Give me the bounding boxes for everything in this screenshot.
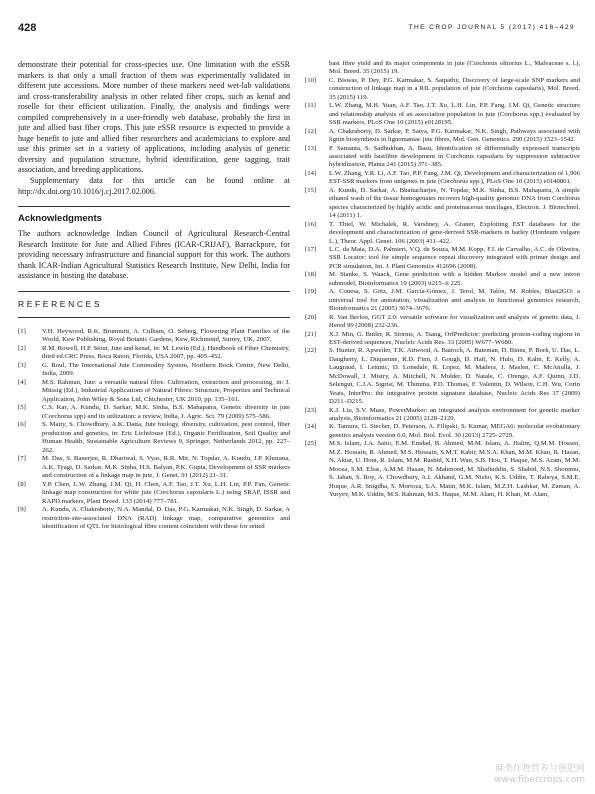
reference-text: G. Roul, The International Jute Commodity System, Northern Book Centre, New Delhi, India, 2009. [42, 361, 290, 378]
reference-item [305, 288, 580, 313]
reference-number: [15] [305, 186, 317, 194]
reference-number: [3] [18, 361, 26, 369]
references-heading: REFERENCES [18, 298, 103, 309]
reference-text: R. Van Berloo, GGT 2.0: versatile software for visualization and analysis of genetic data, J. Hered 99 (2008) 232-236. [329, 313, 580, 330]
reference-number: [6] [18, 421, 26, 429]
reference-item [305, 77, 580, 102]
reference-text: L.W. Zhang, Y.R. Li, A.F. Tao, P.P. Fang, J.M. Qi, Development and characterization of 1,906 EST-SSR markers from unigenes in jute (Corchorus spp.), PLoS One 10 (2015) e0140861. [329, 169, 580, 186]
reference-item [305, 331, 580, 348]
reference-number: [22] [305, 347, 317, 355]
reference-list-left [18, 328, 290, 532]
reference-number: [8] [18, 480, 26, 488]
watermark-line: 麻类作物营养与施肥网 [494, 764, 585, 774]
reference-text: A. Kundu, A. Chakraborty, N.A. Mandal, D. Das, P.G. Karmakar, N.K. Singh, D. Sarkar, A restriction-site-associated DNA (RAD) linkage map, comparative genomics and identification of QTL for histological fibre content coincident with those for retted [42, 506, 290, 531]
reference-item [305, 271, 580, 288]
reference-text: A. Conesa, S. Götz, J.M. García-Gómez, J. Terol, M. Talón, M. Robles, Blast2GO: a universal tool for annotation, visualization and analysis in functional genomics research, Bioinformatics 21 (2005) 3674–3676. [329, 288, 580, 313]
watermark [494, 764, 585, 786]
reference-text: M. Stanke, S. Waack, Gene prediction with a hidden Markov model and a new intron submodel, Bioinformatics 19 (2003) ii215–ii 225. [329, 271, 580, 287]
reference-item [305, 187, 580, 221]
reference-item [305, 145, 580, 170]
reference-text: S. Maity, S. Chowdhury, A.K. Datta, Jute biology, diversity, cultivation, pest control, fiber production and genetics, in: Eric Lichtfouse (Ed.), Organic Fertilization, Soil Quality and Human Health, Sustainable Agriculture Reviews 9, Springer, Netherlands 2012, pp. 227–262. [42, 421, 290, 454]
reference-item [18, 481, 290, 507]
reference-item [305, 246, 580, 271]
reference-item [18, 362, 290, 379]
reference-item [305, 170, 580, 187]
left-column [18, 60, 290, 532]
reference-item [305, 347, 580, 406]
journal-header: THE CROP JOURNAL 5 (2017) 416–429 [408, 24, 575, 31]
reference-number: [24] [305, 423, 317, 431]
reference-text: T. Thiel, W. Michalek, R. Varshney, A. Graner, Exploiting EST databases for the development and characterization of gene-derived SSR-markers in barley (Hordeum vulgare L.), Theor. Appl. Genet. 106 (2003) 411–422. [329, 220, 580, 245]
reference-item [18, 421, 290, 455]
reference-item [18, 379, 290, 405]
reference-text: L.W. Zhang, M.H. Yuan, A.F. Tao, J.T. Xu, L.H. Lin, P.P. Fang, J.M. Qi, Genetic structure and relationship analysis of an association population in jute (Corchorus spp.) evaluated by SSR markers, PLoS One 10 (2015) e0128195. [329, 102, 580, 127]
reference-text: C.S. Kar, A. Kundu, D. Sarkar, M.K. Sinha, B.S. Mahapatra, Genetic diversity in jute (Corchorus spp) and its utilization: a review, India, J. Agric. Sci. 79 (2009) 575–586. [42, 404, 290, 420]
reference-text: A. Chakraborty, D. Sarkar, P. Satya, P.G. Karmakar, N.K. Singh, Pathways associated with lignin biosynthesis in lignomaniac jute fibres, Mol. Gen. Genomics. 290 (2015) 1523–1542. [329, 127, 580, 144]
reference-list-right [305, 60, 580, 500]
reference-number: [9] [18, 506, 26, 514]
reference-item [305, 314, 580, 331]
reference-text: A. Kundu, D. Sarkar, A. Bhattacharjee, N. Topdar, M.K. Sinha, B.S. Mahapatra, A simple ethanol wash of the tissue homogenates recovers high-quality genomic DNA from Corchorus species characterized by highly acidic and proteinaceous mucilages, Electron. J. Biotechnol. 14 (2011) 1. [329, 186, 580, 220]
reference-number: [1] [18, 327, 26, 335]
reference-number: [21] [305, 330, 317, 338]
reference-text: M. Das, S. Banerjee, R. Dhariwal, S. Vyas, R.R. Mir, N. Topdar, A. Kundu, J.P. Khurana, A.K. Tyagi, D. Sarkar, M.K. Sinha, H.S. Balyan, P.K. Gupta, Development of SSR markers and construction of a linkage map in jute, J. Genet. 91 (2012) 21–31. [42, 455, 290, 480]
reference-item [305, 60, 580, 77]
reference-text: C. Biswas, P. Dey, P.G. Karmakar, S. Satpathy, Discovery of large-scale SNP markers and construction of linkage map in a RIL population of jute (Corchorus capsularis), Mol. Breed. 35 (2015) 119. [329, 76, 580, 101]
reference-number: [20] [305, 313, 317, 321]
reference-item [305, 440, 580, 499]
reference-number: [17] [305, 245, 317, 253]
reference-text: X.J. Min, G. Butler, R. Storms, A. Tsang, OrfPredictor: predicting protein-coding regions in EST-derived sequences, Nucleic Acids Res. 33 (2005) W677–W680. [329, 330, 580, 346]
reference-item [305, 407, 580, 424]
reference-text: M.S. Islam, J.A. Saito, E.M. Emdad, B. Ahmed, M.M. Islam, A. Halim, Q.M.M. Hossen, M.Z. Hossain, R. Ahmed, M.S. Hossain, S.M.T. Kabir, M.S.A. Khan, M.M. Khan, R. Hasan, N. Aktar, U. Honi, R. Islam, M.M. Rashid, X.H. Wan, S.B. Hou, T. Haque, M.S. Azam, M.M. Moosa, S.M. Elias, A.M.M. Hasan, N. Mahmood, M. Shafiuddin, S. Shahid, N.S. Shommu, S. Jahan, S. Roy, A. Chowdhury, A.I. Akhand, G.M. Nisho, K.S. Uddin, T. Rabeya, S.M.E. Hoque, A.R. Snigdha, S. Mortoza, S.A. Matin, M.K. Islam, M.Z.H. Lashkar, M. Zaman, A. Yuryev, M.K. Uddin, M.S. Rahman, M.S. Haque, M.M. Alam, H. Khan, M. Alam, [329, 440, 580, 499]
reference-number: [16] [305, 220, 317, 228]
reference-number: [23] [305, 406, 317, 414]
reference-number: [4] [18, 378, 26, 386]
supplementary-paragraph: Supplementary data for this article can be found online at http://dx.doi.org/10.1016/j.cj.2017.02.006. [18, 176, 290, 196]
reference-number: [25] [305, 440, 317, 448]
page-number: 428 [18, 22, 37, 34]
reference-item [18, 404, 290, 421]
body-paragraph: demonstrate their potential for cross-species use. One limitation with the eSSR markers is that only a small fraction of them was experimentally validated in different jute accessions. More number of these markers need wet-lab validations and cross-transferability analysis in other related fiber crops, such as kenaf and roselle for their efficient utilization. Finally, the analysis and findings were compiled comprehensively in a user-friendly web database, probably the first in jute and allied bast fiber crops. This jute eSSR resource is expected to provide a huge benefit to jute and allied fiber researchers and academicians to explore and use this primer set in a variety of applications, including analysis of genetic diversity and population structure, hybrid identification, gene tagging, trait association, and breeding applications. [18, 60, 290, 175]
reference-number: [7] [18, 455, 26, 463]
reference-text: P. Samanta, S. Sadhukhan, A. Basu, Identification of differentially expressed transcripts associated with bastfibre development in Corchorus capsularis by suppression subtractive hybridization, Planta 241 (2015) 371–385. [329, 144, 580, 169]
reference-item [305, 102, 580, 127]
section-divider [18, 206, 290, 207]
reference-item [305, 221, 580, 246]
reference-item [305, 128, 580, 145]
reference-text: Y.P. Chen, L.W. Zhang, J.M. Qi, H. Chen, A.F. Tao, J.T. Xu, L.H. Lin, P.P. Fan, Genetic linkage map construction for white jute (Corchorus capsularis L.) using SRAP, ISSR and RAPD markers, Plant Breed. 133 (2014) 777–781. [42, 480, 290, 505]
reference-text: K. Tamura, G. Stecher, D. Peterson, A. Filipski, S. Kumar, MEGA6: molecular evolutionary genetics analysis version 6.0, Mol. Biol. Evol. 30 (2013) 2725–2729. [329, 423, 580, 439]
reference-number: [19] [305, 288, 317, 296]
reference-item [18, 345, 290, 362]
reference-text: K.J. Liu, S.V. Muse, PowerMarker: an integrated analysis environment for genetic marker analysis, Bioinformatics 21 (2005) 2128–2129. [329, 406, 580, 423]
reference-number: [10] [305, 76, 317, 84]
reference-number: [2] [18, 344, 26, 352]
reference-item [305, 423, 580, 440]
reference-item [18, 506, 290, 532]
acknowledgments-heading: Acknowledgments [18, 213, 102, 225]
right-column [305, 60, 580, 500]
reference-item [18, 328, 290, 345]
reference-text: S. Hunter, R. Apweiler, T.K. Attwood, A. Bairoch, A. Bateman, D. Binns, P. Bork, U. Das, L. Daugherty, L. Duquenne, R.D. Finn, J. Gough, D. Haft, N. Hulo, D. Kahn, E. Kelly, A. Laugraud, I. Letunic, D. Lonsdale, R. Lopez, M. Madera, J. Maslen, C. McAnulla, J. McDowall, J. Mistry, A. Mitchell, N. Mulder, D. Natale, C. Orengo, A.F. Quinn, J.D. Selengut, C.J.A. Sigrist, M. Thimma, P.D. Thomas, F. Valentin, D. Wilson, C.H. Wu, Corin Yeats, InterPro: the integrative protein signature database, Nucleic Acids Res 37 (2009) D211–D215. [329, 347, 580, 406]
reference-number: [18] [305, 271, 317, 279]
reference-text: M.S. Rahman, Jute: a versatile natural fibre. Cultivation, extraction and processing, in: J. Müssig (Ed.), Industrial Applications of Natural Fibres: Structure, Properties and Technical Application, John Wiley & Sons Ltd, Chichester, UK 2010, pp. 135–161. [42, 378, 290, 403]
reference-text: bast fibre yield and its major components in jute (Corchorus olitorius L., Malvaceae s. l.), Mol. Breed. 35 (2015) 19. [329, 60, 580, 76]
reference-number: [13] [305, 144, 317, 152]
acknowledgments-text: The authors acknowledge Indian Council of Agricultural Research-Central Research Institute for Jute and Allied Fibres (ICAR-CRIJAF), Barrackpore, for providing necessary infrastructure and financial support for this work. The authors thank ICAR-Indian Agricultural Statistics Research Institute, New Delhi, India for assistance in hosting the database. [18, 229, 290, 281]
reference-text: R.M. Rowell, H.P. Stout, Jute and kenaf, in: M. Lewin (Ed.), Handbook of Fiber Chemistry, third ed.CRC Press, Boca Raton, Florida, USA 2007, pp. 405–452. [42, 344, 290, 361]
reference-number: [11] [305, 102, 316, 110]
watermark-line: www.fibercrops.com [494, 775, 585, 785]
reference-text: L.C. da Maia, D.A. Palmieri, V.Q. de Souza, M.M. Kopp, F.I. de Carvalho, A.C. de Oliveira, SSR Locator: tool for simple sequence repeat discovery integrated with primer design and PCR simulation, Int. J. Plant Genomics 412696 (2008). [329, 245, 580, 270]
reference-text: V.H. Heywood, R.K. Brummitt, A. Culham, O. Seberg, Flowering Plant Families of the World, Kew Publishing, Royal Botanic Gardens, Kew, Richmond, Surrey, UK, 2007. [42, 327, 290, 344]
reference-number: [12] [305, 127, 317, 135]
section-divider [18, 291, 290, 292]
reference-item [18, 455, 290, 481]
section-divider [18, 317, 290, 318]
reference-number: [14] [305, 169, 317, 177]
reference-number: [5] [18, 404, 26, 412]
